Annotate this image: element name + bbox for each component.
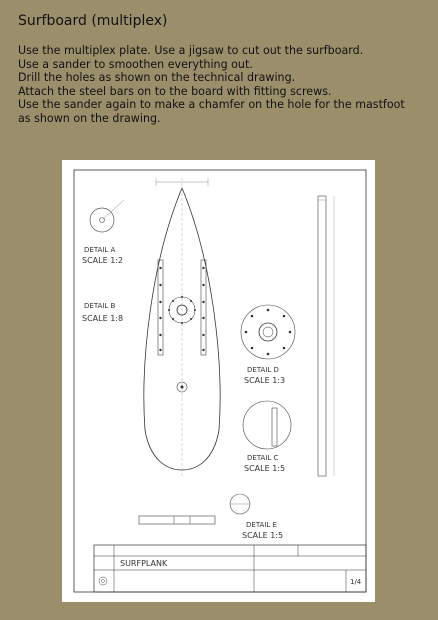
page-title: Surfboard (multiplex) (18, 13, 168, 29)
detail-d-label: DETAIL D (247, 366, 279, 374)
instruction-line: Drill the holes as shown on the technical drawing. (18, 71, 296, 84)
instruction-line: as shown on the drawing. (18, 111, 161, 125)
detail-c-label: DETAIL C (247, 454, 279, 462)
technical-drawing-sheet (62, 160, 375, 602)
title-block (94, 545, 366, 592)
detail-e-scale: SCALE 1:5 (242, 531, 284, 540)
instruction-line: Attach the steel bars on to the board with fitting screws. (18, 84, 332, 98)
detail-a-scale: SCALE 1:2 (82, 256, 124, 265)
section-view (139, 516, 215, 524)
detail-b-label: DETAIL B (84, 302, 116, 310)
instruction-line: Use the sander again to make a chamfer on the hole for the mastfoot (18, 98, 405, 111)
detail-b-scale: SCALE 1:8 (82, 314, 124, 323)
detail-d-scale: SCALE 1:3 (244, 376, 286, 385)
steel-bar-left (158, 260, 163, 355)
title-block-sheet: 1/4 (350, 578, 362, 586)
detail-e-label: DETAIL E (246, 521, 277, 529)
detail-d-view (241, 305, 295, 359)
instruction-line: Use a sander to smoothen everything out. (18, 57, 253, 71)
steel-bar-right (201, 260, 206, 355)
technical-drawing (62, 160, 375, 602)
detail-a-label: DETAIL A (84, 246, 116, 254)
instructions-list (18, 44, 405, 125)
side-view (318, 196, 326, 476)
instruction-line: Use the multiplex plate. Use a jigsaw to cut out the surfboard. (18, 44, 364, 57)
title-block-part-name: SURFPLANK (120, 559, 168, 568)
detail-c-scale: SCALE 1:5 (244, 464, 286, 473)
detail-c-view (243, 401, 291, 449)
